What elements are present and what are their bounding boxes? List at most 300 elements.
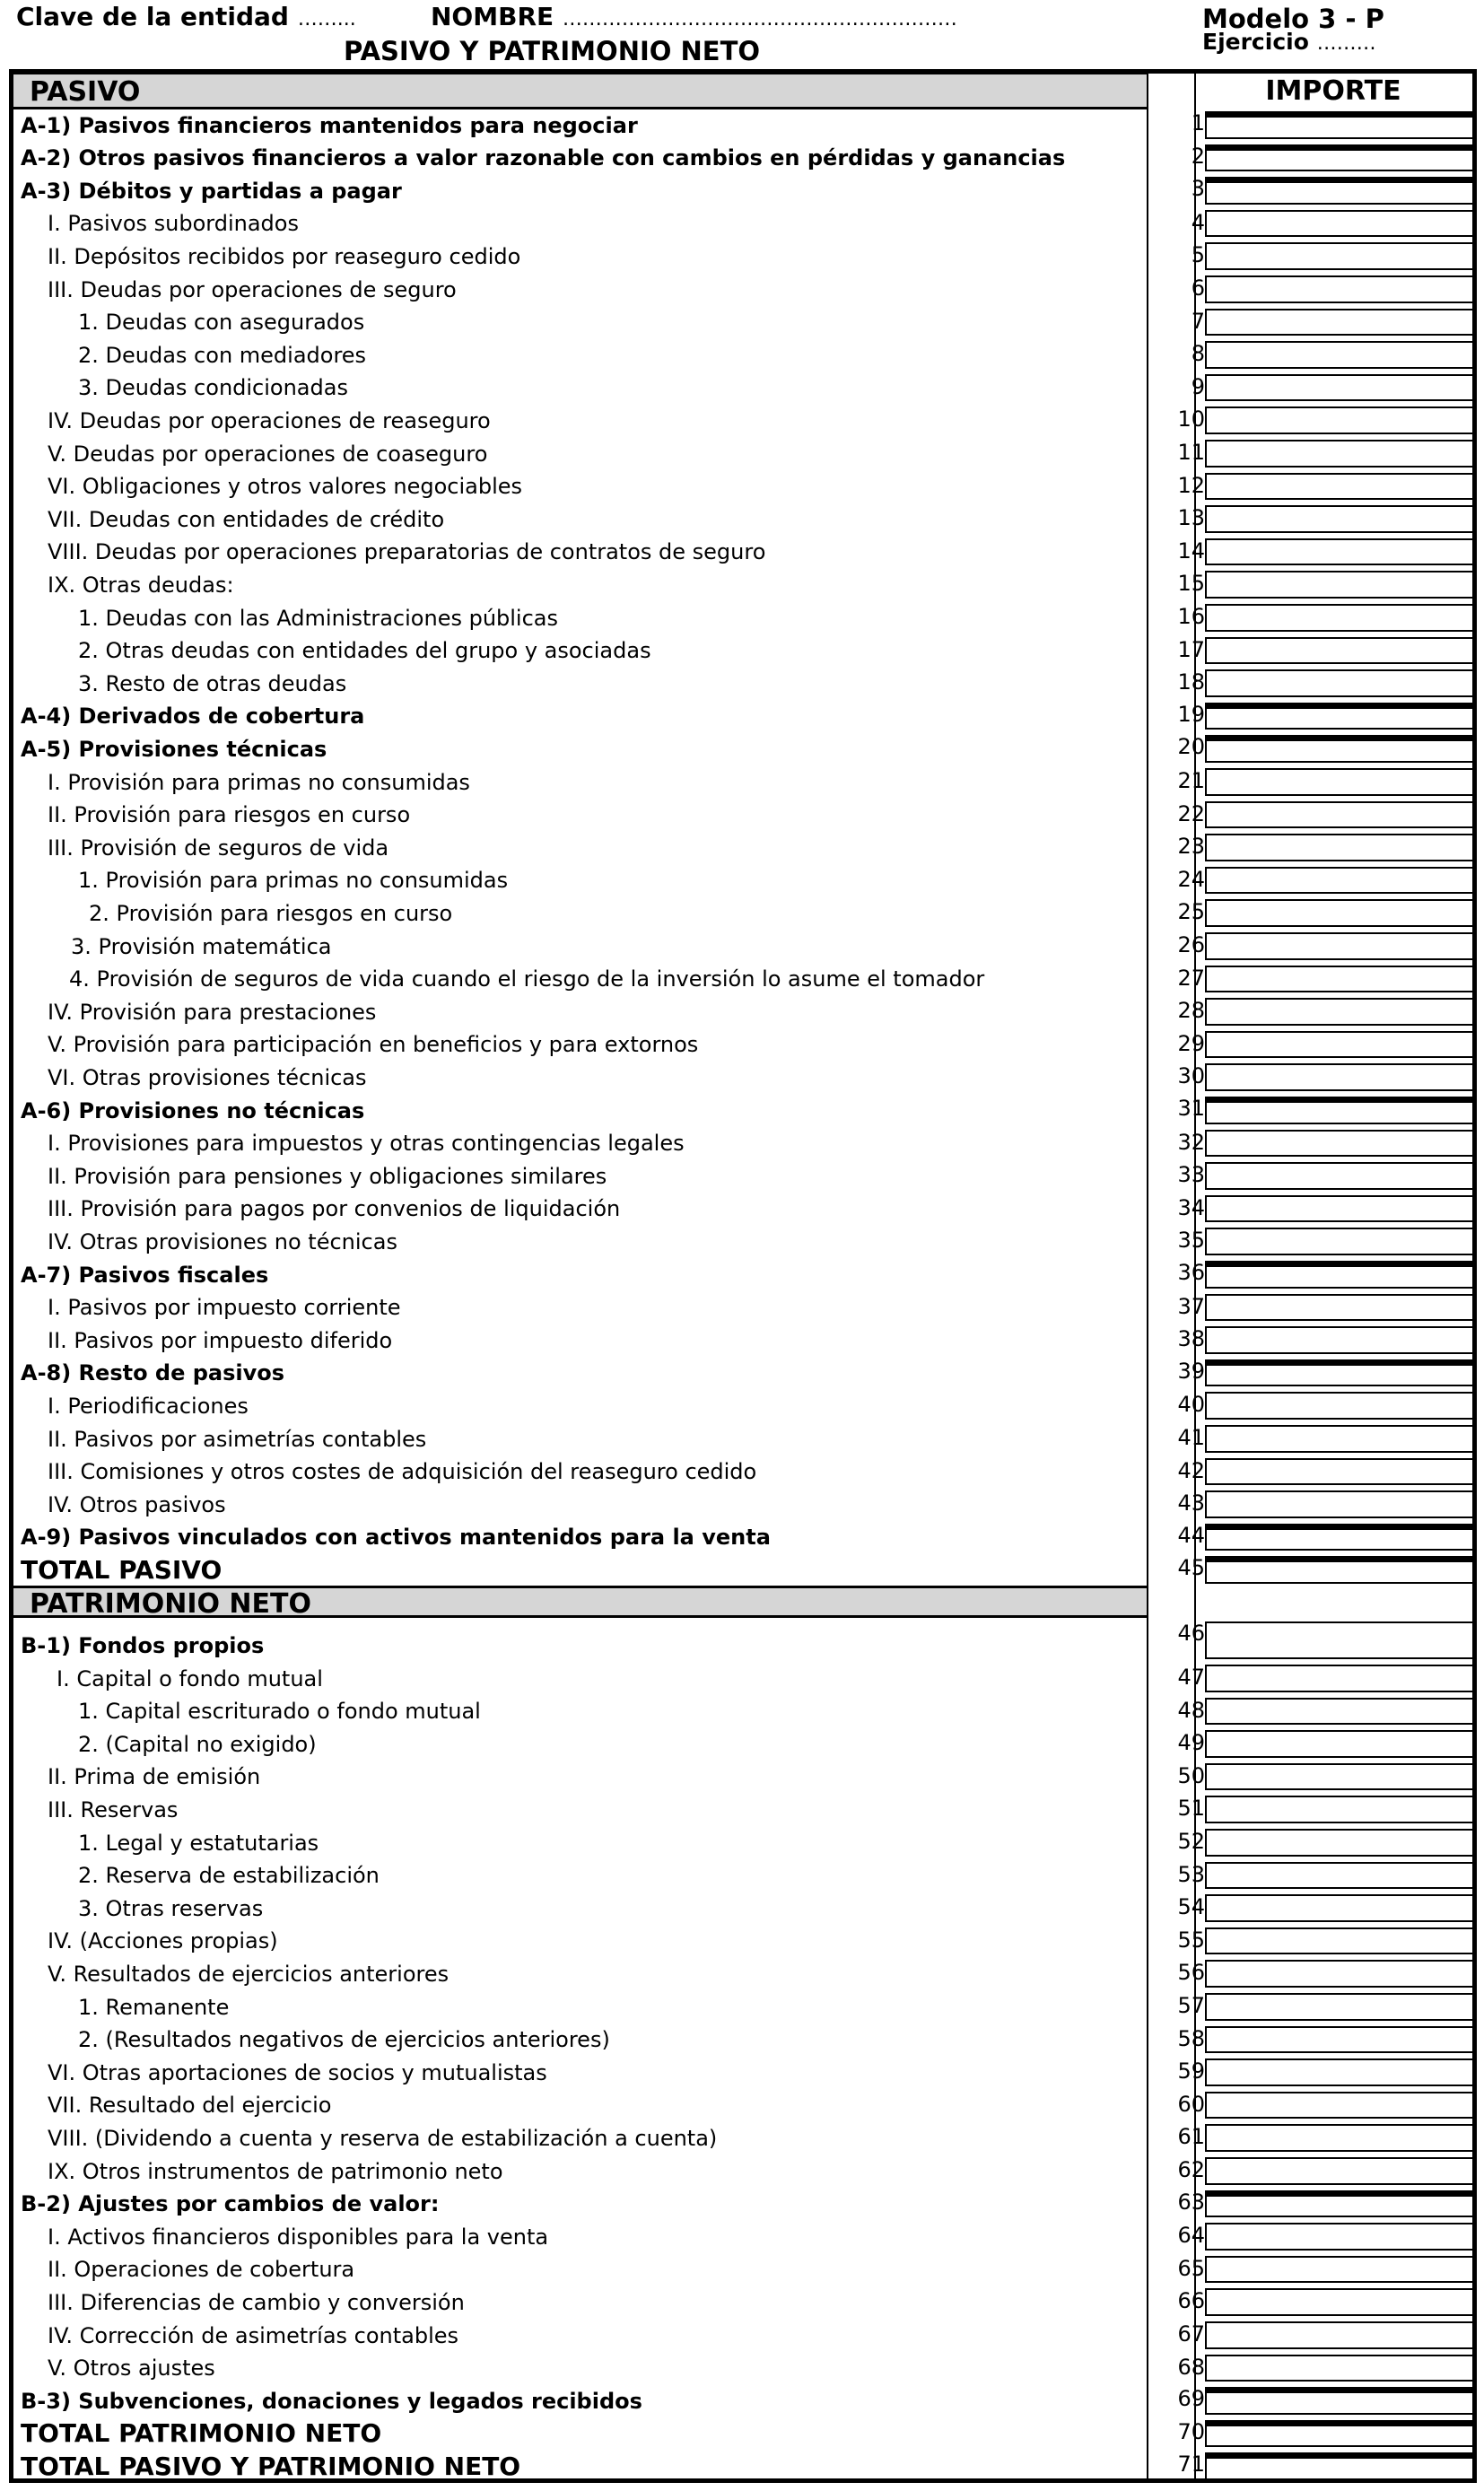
- row-number: 43: [1177, 1490, 1205, 1516]
- table-row: [13, 305, 1472, 338]
- amount-input[interactable]: [1205, 1261, 1474, 1289]
- row-label: VIII. Deudas por operaciones preparatorias de contratos de seguro: [48, 539, 766, 565]
- row-number: 5: [1191, 242, 1205, 268]
- row-label: III. Provisión de seguros de vida: [48, 835, 389, 861]
- table-row: [13, 1552, 1472, 1586]
- row-number: 45: [1177, 1555, 1205, 1581]
- amount-input[interactable]: [1205, 473, 1474, 501]
- amount-input[interactable]: [1205, 1665, 1474, 1692]
- table-row: [13, 634, 1472, 667]
- table-row: [13, 272, 1472, 305]
- table-row: [13, 962, 1472, 995]
- row-number: 50: [1177, 1762, 1205, 1788]
- table-row: [13, 2023, 1472, 2056]
- table-row: [13, 1661, 1472, 1694]
- row-number: 33: [1177, 1162, 1205, 1188]
- table-row: [13, 337, 1472, 371]
- row-number: 54: [1177, 1894, 1205, 1920]
- row-label: A-9) Pasivos vinculados con activos mantenidos para la venta: [21, 1525, 771, 1551]
- row-label: I. Activos financieros disponibles para la venta: [48, 2224, 549, 2250]
- row-number: 67: [1177, 2321, 1205, 2347]
- row-label: IV. Otras provisiones no técnicas: [48, 1228, 397, 1254]
- amount-input[interactable]: [1205, 2452, 1474, 2480]
- row-number: 61: [1177, 2124, 1205, 2150]
- amount-input[interactable]: [1205, 1097, 1474, 1124]
- row-number: 8: [1191, 341, 1205, 367]
- row-label: II. Pasivos por impuesto diferido: [48, 1327, 393, 1353]
- row-number: 39: [1177, 1358, 1205, 1384]
- amount-input[interactable]: [1205, 144, 1474, 172]
- row-number: 13: [1177, 505, 1205, 531]
- row-label: I. Capital o fondo mutual: [57, 1665, 323, 1691]
- page-header: [0, 0, 1484, 72]
- row-number: 66: [1177, 2288, 1205, 2314]
- row-label: A-5) Provisiones técnicas: [21, 736, 327, 762]
- table-row: [13, 1792, 1472, 1825]
- table-row: [13, 2055, 1472, 2088]
- fiscal-year-label: Ejercicio: [1202, 29, 1309, 55]
- row-number: 53: [1177, 1861, 1205, 1887]
- table-row: [13, 2417, 1472, 2450]
- table-row: [13, 1060, 1472, 1093]
- row-label: 1. Provisión para primas no consumidas: [78, 868, 509, 894]
- row-label: V. Deudas por operaciones de coaseguro: [48, 441, 488, 467]
- row-label: IX. Otros instrumentos de patrimonio neto: [48, 2158, 503, 2184]
- row-number: 60: [1177, 2091, 1205, 2117]
- row-label: 1. Deudas con las Administraciones públicas: [78, 605, 559, 631]
- row-label: VI. Otras provisiones técnicas: [48, 1064, 367, 1090]
- table-row: [13, 1989, 1472, 2023]
- row-label: III. Deudas por operaciones de seguro: [48, 276, 457, 302]
- row-number: 42: [1177, 1457, 1205, 1483]
- row-label: IV. Otros pasivos: [48, 1491, 226, 1517]
- row-label: A-7) Pasivos fiscales: [21, 1262, 269, 1288]
- amount-input[interactable]: [1205, 1796, 1474, 1823]
- amount-input[interactable]: [1205, 703, 1474, 730]
- amount-input[interactable]: [1205, 242, 1474, 270]
- row-label: III. Reservas: [48, 1796, 179, 1822]
- row-number: 47: [1177, 1665, 1205, 1690]
- table-row: [13, 600, 1472, 634]
- row-number: 52: [1177, 1829, 1205, 1854]
- table-row: [13, 141, 1472, 174]
- row-label: B-2) Ajustes por cambios de valor:: [21, 2191, 440, 2217]
- amount-input[interactable]: [1205, 834, 1474, 861]
- row-label: I. Pasivos subordinados: [48, 211, 299, 237]
- amount-input[interactable]: [1205, 1894, 1474, 1922]
- amount-input[interactable]: [1205, 1730, 1474, 1758]
- row-label: I. Periodificaciones: [48, 1393, 249, 1419]
- row-label: II. Provisión para riesgos en curso: [48, 802, 411, 828]
- model-code: Modelo 3 - P: [1202, 4, 1384, 34]
- row-number: 17: [1177, 636, 1205, 662]
- amount-input[interactable]: [1205, 2157, 1474, 2185]
- row-number: 24: [1177, 866, 1205, 892]
- entity-key-dots: ……...: [297, 8, 356, 31]
- amount-input[interactable]: [1205, 1862, 1474, 1890]
- row-number: 37: [1177, 1293, 1205, 1319]
- row-label: A-4) Derivados de cobertura: [21, 704, 365, 730]
- entity-name-field[interactable]: [431, 2, 957, 31]
- page-title: PASIVO Y PATRIMONIO NETO: [344, 36, 761, 66]
- row-label: TOTAL PASIVO: [21, 1554, 223, 1585]
- row-label: A-1) Pasivos financieros mantenidos para negociar: [21, 112, 638, 138]
- table-row: [13, 1891, 1472, 1924]
- table-row: [13, 1825, 1472, 1858]
- table-row: [13, 1618, 1472, 1661]
- table-row: [13, 403, 1472, 436]
- row-label: V. Provisión para participación en beneficios y para extornos: [48, 1032, 699, 1058]
- amount-input[interactable]: [1205, 867, 1474, 895]
- table-row: [13, 1726, 1472, 1760]
- row-number: 34: [1177, 1194, 1205, 1220]
- table-row: [13, 436, 1472, 469]
- table-row: [13, 1487, 1472, 1520]
- table-row: [13, 108, 1472, 141]
- amount-input[interactable]: [1205, 932, 1474, 960]
- table-row: [13, 2154, 1472, 2187]
- row-label: 4. Provisión de seguros de vida cuando el riesgo de la inversión lo asume el tomador: [69, 966, 985, 992]
- row-label: A-2) Otros pasivos financieros a valor razonable con cambios en pérdidas y ganancias: [21, 145, 1066, 171]
- section-label-pasivo: PASIVO: [30, 76, 141, 108]
- row-label: 3. Deudas condicionadas: [78, 375, 348, 401]
- table-row: [13, 371, 1472, 404]
- row-number: 10: [1177, 406, 1205, 433]
- row-number: 57: [1177, 1993, 1205, 2018]
- row-number: 26: [1177, 932, 1205, 957]
- row-number: 14: [1177, 538, 1205, 564]
- row-label: 2. Provisión para riesgos en curso: [89, 900, 453, 926]
- row-label: II. Pasivos por asimetrías contables: [48, 1426, 427, 1452]
- row-number: 25: [1177, 899, 1205, 925]
- row-number: 68: [1177, 2354, 1205, 2380]
- table-row: [13, 1158, 1472, 1192]
- row-number: 9: [1191, 373, 1205, 399]
- amount-input[interactable]: [1205, 2420, 1474, 2448]
- amount-input[interactable]: [1205, 2321, 1474, 2349]
- row-number: 29: [1177, 1030, 1205, 1056]
- table-row: [13, 1192, 1472, 1225]
- row-label: V. Resultados de ejercicios anteriores: [48, 1961, 450, 1987]
- amount-input[interactable]: [1205, 374, 1474, 402]
- table-row: [13, 2383, 1472, 2417]
- table-row: [13, 1224, 1472, 1257]
- amount-input[interactable]: [1205, 604, 1474, 632]
- row-number: 20: [1177, 734, 1205, 760]
- table-row: [13, 502, 1472, 535]
- table-row: [13, 1520, 1472, 1553]
- row-label: VII. Deudas con entidades de crédito: [48, 506, 445, 532]
- amount-input[interactable]: [1205, 2288, 1474, 2316]
- table-row: [13, 1027, 1472, 1061]
- table-row: [13, 2088, 1472, 2121]
- amount-input[interactable]: [1205, 669, 1474, 697]
- amount-input[interactable]: [1205, 1162, 1474, 1190]
- row-label: 2. Reserva de estabilización: [78, 1863, 380, 1889]
- table-row: [13, 469, 1472, 503]
- row-number: 36: [1177, 1260, 1205, 1285]
- row-number: 48: [1177, 1697, 1205, 1723]
- table-row: [13, 699, 1472, 732]
- amount-input[interactable]: [1205, 1490, 1474, 1518]
- entity-key-label: Clave de la entidad: [16, 2, 289, 31]
- section-header-pasivo: [13, 72, 1147, 109]
- amount-input[interactable]: [1205, 571, 1474, 599]
- table-row: [13, 1126, 1472, 1159]
- row-label: 1. Remanente: [78, 1994, 230, 2020]
- table-row: [13, 2187, 1472, 2220]
- section-label-patrimonio: PATRIMONIO NETO: [30, 1588, 311, 1620]
- table-row: [13, 1760, 1472, 1793]
- table-row: [13, 929, 1472, 962]
- row-number: 11: [1177, 440, 1205, 465]
- row-label: II. Depósitos recibidos por reaseguro cedido: [48, 243, 521, 269]
- row-label: 2. (Capital no exigido): [78, 1731, 317, 1757]
- row-number: 64: [1177, 2223, 1205, 2249]
- table-row: [13, 2449, 1472, 2482]
- row-label: VIII. (Dividendo a cuenta y reserva de estabilización a cuenta): [48, 2125, 718, 2151]
- row-number: 23: [1177, 834, 1205, 860]
- row-number: 6: [1191, 275, 1205, 301]
- table-row: [13, 765, 1472, 798]
- table-row: [13, 2219, 1472, 2252]
- table-row: [13, 2120, 1472, 2154]
- row-label: I. Provisiones para impuestos y otras contingencias legales: [48, 1131, 685, 1157]
- row-label: TOTAL PATRIMONIO NETO: [21, 2418, 382, 2449]
- amount-input[interactable]: [1205, 2355, 1474, 2382]
- amount-input[interactable]: [1205, 1960, 1474, 1988]
- amount-input[interactable]: [1205, 1195, 1474, 1223]
- row-label: III. Provisión para pagos por convenios de liquidación: [48, 1196, 621, 1222]
- row-label: A-6) Provisiones no técnicas: [21, 1097, 365, 1123]
- table-row: [13, 2285, 1472, 2318]
- amount-input[interactable]: [1205, 2026, 1474, 2054]
- amount-input[interactable]: [1205, 2190, 1474, 2218]
- row-number: 22: [1177, 800, 1205, 826]
- row-number: 16: [1177, 604, 1205, 629]
- row-label: II. Prima de emisión: [48, 1764, 261, 1790]
- row-label: 3. Otras reservas: [78, 1895, 264, 1921]
- row-number: 71: [1177, 2452, 1205, 2478]
- row-label: 2. (Resultados negativos de ejercicios anteriores): [78, 2027, 610, 2053]
- row-number: 3: [1191, 176, 1205, 202]
- amount-input[interactable]: [1205, 899, 1474, 927]
- row-label: III. Comisiones y otros costes de adquisición del reaseguro cedido: [48, 1459, 757, 1485]
- amount-input[interactable]: [1205, 1829, 1474, 1857]
- row-number: 55: [1177, 1927, 1205, 1953]
- row-number: 12: [1177, 472, 1205, 498]
- fiscal-year-dots: ………: [1316, 32, 1376, 55]
- table-row: [13, 1257, 1472, 1290]
- row-number: 59: [1177, 2058, 1205, 2085]
- amount-input[interactable]: [1205, 998, 1474, 1026]
- row-number: 40: [1177, 1392, 1205, 1418]
- amount-input[interactable]: [1205, 1130, 1474, 1158]
- row-label: IV. (Acciones propias): [48, 1928, 278, 1954]
- row-label: V. Otros ajustes: [48, 2356, 215, 2382]
- table-row: [13, 1455, 1472, 1488]
- amount-input[interactable]: [1205, 1425, 1474, 1453]
- row-number: 63: [1177, 2189, 1205, 2215]
- row-number: 32: [1177, 1129, 1205, 1155]
- row-number: 38: [1177, 1326, 1205, 1352]
- entity-name-label: NOMBRE: [431, 2, 554, 31]
- row-number: 21: [1177, 768, 1205, 793]
- row-number: 58: [1177, 2025, 1205, 2051]
- table-row: [13, 1956, 1472, 1989]
- section-header-patrimonio: [13, 1586, 1147, 1618]
- row-number: 28: [1177, 998, 1205, 1024]
- row-label: VI. Obligaciones y otros valores negociables: [48, 474, 523, 500]
- table-row: [13, 2252, 1472, 2286]
- row-number: 69: [1177, 2386, 1205, 2412]
- row-label: III. Diferencias de cambio y conversión: [48, 2289, 465, 2315]
- amount-input[interactable]: [1205, 966, 1474, 993]
- table-row: [13, 567, 1472, 600]
- amount-input[interactable]: [1205, 1031, 1474, 1059]
- row-label: I. Pasivos por impuesto corriente: [48, 1295, 401, 1321]
- amount-input[interactable]: [1205, 177, 1474, 205]
- amount-input[interactable]: [1205, 735, 1474, 763]
- table-row: [13, 1323, 1472, 1356]
- row-number: 30: [1177, 1063, 1205, 1089]
- amount-input[interactable]: [1205, 538, 1474, 566]
- row-number: 51: [1177, 1796, 1205, 1822]
- amount-input[interactable]: [1205, 275, 1474, 303]
- amount-input[interactable]: [1205, 768, 1474, 796]
- table-row: [13, 1858, 1472, 1892]
- amount-input[interactable]: [1205, 1556, 1474, 1584]
- row-label: 3. Provisión matemática: [71, 933, 332, 959]
- table-row: [13, 863, 1472, 896]
- amount-input[interactable]: [1205, 1458, 1474, 1486]
- table-row: [13, 535, 1472, 568]
- amount-input[interactable]: [1205, 2256, 1474, 2284]
- row-number: 31: [1177, 1096, 1205, 1121]
- amount-input[interactable]: [1205, 1392, 1474, 1420]
- table-row: [13, 1694, 1472, 1727]
- amount-input[interactable]: [1205, 2223, 1474, 2251]
- amount-input[interactable]: [1205, 1927, 1474, 1955]
- amount-input[interactable]: [1205, 801, 1474, 829]
- balance-form: [9, 69, 1477, 2483]
- row-number: 35: [1177, 1228, 1205, 1254]
- row-number: 4: [1191, 209, 1205, 235]
- row-label: 1. Deudas con asegurados: [78, 310, 365, 336]
- amount-input[interactable]: [1205, 1228, 1474, 1255]
- row-label: II. Operaciones de cobertura: [48, 2257, 355, 2283]
- table-row: [13, 1093, 1472, 1126]
- table-row: [13, 1924, 1472, 1957]
- row-number: 19: [1177, 701, 1205, 727]
- row-label: I. Provisión para primas no consumidas: [48, 769, 470, 795]
- amount-input[interactable]: [1205, 1993, 1474, 2021]
- row-number: 18: [1177, 669, 1205, 695]
- row-label: II. Provisión para pensiones y obligaciones similares: [48, 1163, 607, 1189]
- amount-input[interactable]: [1205, 406, 1474, 434]
- table-row: [13, 173, 1472, 206]
- amount-input[interactable]: [1205, 1063, 1474, 1091]
- entity-key-field[interactable]: [16, 2, 356, 31]
- row-number: 44: [1177, 1522, 1205, 1548]
- amount-input[interactable]: [1205, 309, 1474, 337]
- amount-column-header: IMPORTE: [1265, 75, 1401, 107]
- table-row: [13, 994, 1472, 1027]
- row-label: 1. Capital escriturado o fondo mutual: [78, 1699, 481, 1725]
- table-row: [13, 2318, 1472, 2351]
- row-label: VI. Otras aportaciones de socios y mutualistas: [48, 2059, 547, 2085]
- row-label: VII. Resultado del ejercicio: [48, 2093, 332, 2119]
- amount-input[interactable]: [1205, 2092, 1474, 2120]
- row-label: 2. Otras deudas con entidades del grupo y asociadas: [78, 638, 651, 664]
- row-number: 1: [1191, 110, 1205, 135]
- amount-input[interactable]: [1205, 1326, 1474, 1354]
- row-label: A-3) Débitos y partidas a pagar: [21, 178, 402, 204]
- row-number: 62: [1177, 2157, 1205, 2182]
- amount-input[interactable]: [1205, 1524, 1474, 1551]
- amount-input[interactable]: [1205, 637, 1474, 665]
- row-label: 3. Resto de otras deudas: [78, 670, 347, 696]
- table-row: [13, 1290, 1472, 1324]
- amount-input[interactable]: [1205, 1763, 1474, 1791]
- row-label: 1. Legal y estatutarias: [78, 1830, 319, 1856]
- row-number: 46: [1177, 1621, 1205, 1646]
- entity-name-dots: ……………………………………………………: [562, 8, 957, 31]
- row-label: IV. Corrección de asimetrías contables: [48, 2322, 459, 2348]
- row-number: 15: [1177, 571, 1205, 597]
- row-number: 7: [1191, 308, 1205, 334]
- row-number: 49: [1177, 1730, 1205, 1756]
- row-number: 27: [1177, 965, 1205, 991]
- table-row: [13, 2351, 1472, 2384]
- table-row: [13, 1356, 1472, 1389]
- amount-input[interactable]: [1205, 210, 1474, 238]
- amount-input[interactable]: [1205, 1359, 1474, 1387]
- amount-input[interactable]: [1205, 2387, 1474, 2415]
- amount-input[interactable]: [1205, 1621, 1474, 1659]
- row-number: 41: [1177, 1425, 1205, 1450]
- row-label: 2. Deudas con mediadores: [78, 342, 367, 368]
- table-row: [13, 666, 1472, 699]
- row-number: 70: [1177, 2418, 1205, 2444]
- table-row: [13, 896, 1472, 929]
- table-row: [13, 206, 1472, 240]
- table-row: [13, 830, 1472, 863]
- table-row: [13, 1388, 1472, 1421]
- amount-input[interactable]: [1205, 1698, 1474, 1726]
- amount-input[interactable]: [1205, 505, 1474, 533]
- table-row: [13, 798, 1472, 831]
- amount-input[interactable]: [1205, 440, 1474, 468]
- amount-input[interactable]: [1205, 341, 1474, 369]
- row-label: TOTAL PASIVO Y PATRIMONIO NETO: [21, 2451, 521, 2481]
- row-label: IV. Provisión para prestaciones: [48, 999, 377, 1025]
- row-label: B-3) Subvenciones, donaciones y legados recibidos: [21, 2388, 642, 2414]
- amount-input[interactable]: [1205, 111, 1474, 139]
- amount-input[interactable]: [1205, 2058, 1474, 2086]
- row-label: IX. Otras deudas:: [48, 572, 234, 598]
- row-number: 2: [1191, 143, 1205, 169]
- table-row: [13, 1421, 1472, 1455]
- row-label: IV. Deudas por operaciones de reaseguro: [48, 407, 491, 433]
- table-row: [13, 239, 1472, 272]
- row-label: B-1) Fondos propios: [21, 1633, 265, 1658]
- row-label: A-8) Resto de pasivos: [21, 1360, 285, 1386]
- amount-input[interactable]: [1205, 1294, 1474, 1322]
- fiscal-year-field[interactable]: [1202, 29, 1376, 55]
- row-number: 56: [1177, 1960, 1205, 1986]
- amount-input[interactable]: [1205, 2124, 1474, 2152]
